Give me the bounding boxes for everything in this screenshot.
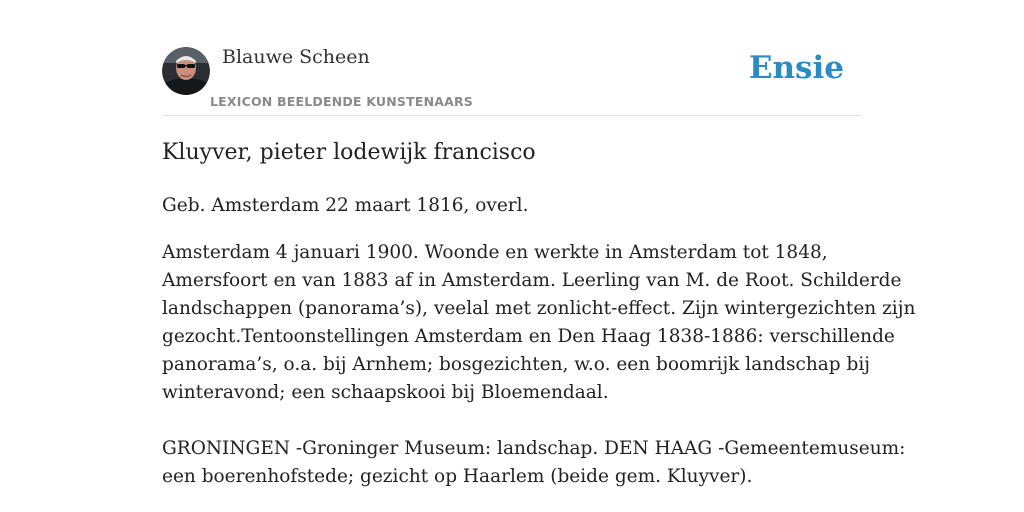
paragraph-line: een boerenhofstede; gezicht op Haarlem (beide gem. Kluyver). bbox=[162, 466, 753, 487]
paragraph-line: panorama’s, o.a. bij Arnhem; bosgezichten, w.o. een boomrijk landschap bij bbox=[162, 354, 871, 375]
paragraph-line: Amersfoort en van 1883 af in Amsterdam. Leerling van M. de Root. Schilderde bbox=[162, 270, 902, 291]
paragraph-line: gezocht.Tentoonstellingen Amsterdam en Den Haag 1838-1886: verschillende bbox=[162, 326, 895, 347]
avatar-photo-icon bbox=[162, 47, 210, 95]
article-paragraph-2 bbox=[162, 239, 916, 407]
article-paragraph-1: Geb. Amsterdam 22 maart 1816, overl. bbox=[162, 195, 529, 216]
author-name[interactable]: Blauwe Scheen bbox=[222, 46, 370, 68]
paragraph-line: GRONINGEN -Groninger Museum: landschap. DEN HAAG -Gemeentemuseum: bbox=[162, 438, 906, 459]
author-avatar[interactable] bbox=[162, 47, 210, 95]
article-paragraph-3 bbox=[162, 435, 906, 491]
article-header bbox=[162, 46, 862, 116]
paragraph-line: Amsterdam 4 januari 1900. Woonde en werkte in Amsterdam tot 1848, bbox=[162, 242, 828, 263]
header-divider bbox=[162, 115, 862, 116]
paragraph-line: winteravond; een schaapskooi bij Bloemendaal. bbox=[162, 382, 609, 403]
article-title: Kluyver, pieter lodewijk francisco bbox=[162, 140, 536, 165]
category-label[interactable]: LEXICON BEELDENDE KUNSTENAARS bbox=[210, 94, 474, 109]
paragraph-line: landschappen (panorama’s), veelal met zonlicht-effect. Zijn wintergezichten zijn bbox=[162, 298, 916, 319]
ensie-logo[interactable]: Ensie bbox=[748, 50, 844, 86]
